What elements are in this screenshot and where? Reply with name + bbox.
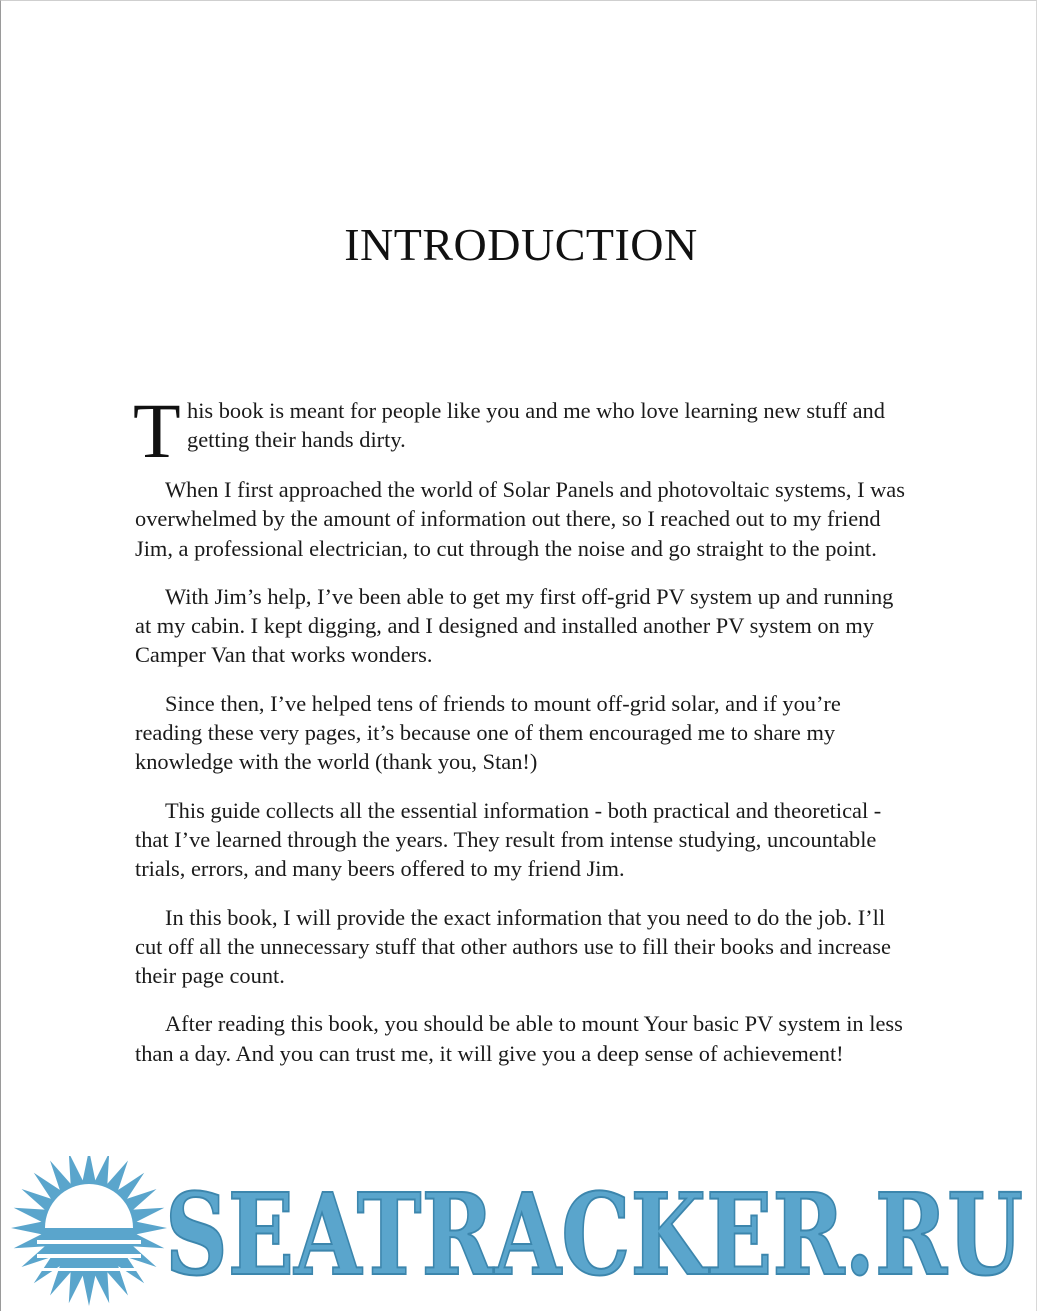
- watermark: [1, 1156, 1037, 1312]
- chapter-title: INTRODUCTION: [344, 219, 698, 270]
- intro-paragraph-7: After reading this book, you should be able to mount Your basic PV system in less than a day. And you can trust me, it will give you a deep sense of achievement!: [135, 1011, 903, 1066]
- watermark-text: SEATRACKER.RU: [165, 1170, 1023, 1301]
- watermark-text-outline: SEATRACKER.RU: [165, 1170, 1023, 1301]
- intro-paragraph-4: Since then, I’ve helped tens of friends to mount off-grid solar, and if you’re reading these very pages, it’s because one of them encouraged me to share my knowledge with the world (thank you, Stan!): [135, 690, 841, 775]
- intro-paragraph-6: In this book, I will provide the exact information that you need to do the job. I’ll cut off all the unnecessary stuff that other authors use to fill their books and increase their page count.: [135, 904, 891, 989]
- intro-paragraph-1-text: his book is meant for people like you and me who love learning new stuff and getting their hands dirty.: [187, 398, 885, 453]
- intro-paragraph-3: With Jim’s help, I’ve been able to get my first off-grid PV system up and running at my cabin. I kept digging, and I designed and installed another PV system on my Camper Van that works wonders.: [135, 583, 894, 668]
- intro-paragraph-1: [133, 387, 910, 474]
- intro-paragraph-5: This guide collects all the essential information - both practical and theoretical - that I’ve learned through the years. They result from intense studying, uncountable trials, errors, and many beers offered to my friend Jim.: [135, 797, 882, 882]
- drop-cap-letter: T: [133, 387, 181, 474]
- intro-paragraph-2: When I first approached the world of Solar Panels and photovoltaic systems, I was overwhelmed by the amount of information out there, so I reached out to my friend Jim, a professional electrician, to cut through the noise and go straight to the point.: [135, 477, 905, 561]
- chapter-body: [133, 387, 910, 1087]
- sun-icon: [11, 1156, 167, 1306]
